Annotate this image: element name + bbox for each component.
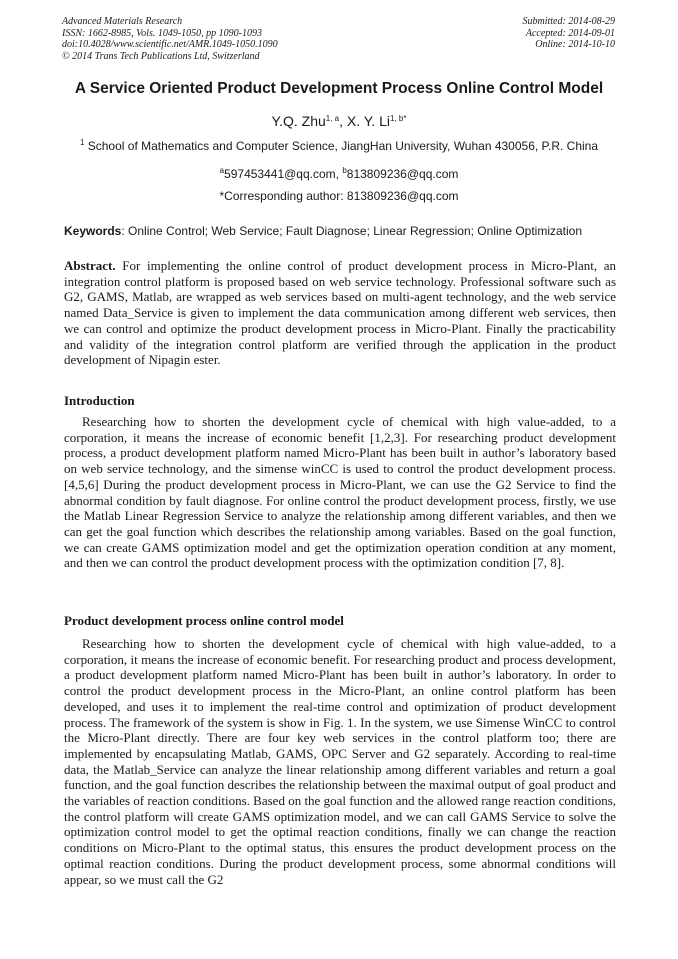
- author-separator: ,: [339, 113, 347, 129]
- journal-issn: ISSN: 1662-8985, Vols. 1049-1050, pp 1090-1093: [62, 27, 262, 39]
- author-2-name: X. Y. Li: [346, 113, 390, 129]
- introduction-paragraph: Researching how to shorten the development cycle of chemical with high value-added, to a corporation, it means the increase of economic benefit [1,2,3]. For researching product development process, a product development platform named Micro-Plant has been built in author’s laboratory based on web service technology, and the simense winCC is used to control the product development process.[4,5,6] During the product development process in Micro-Plant, we can use the G2 Service to find the abnormal condition by fault diagnose. For online control the product development process, firstly, we use the Matlab Linear Regression Service to analyze the relationship among different variables, and then we can get the goal function which describes the relationship among variables. Based on the goal function, we can create GAMS optimization model and get the optimization operation condition at any moment, and then we can control the product development process with the optimization condition [7, 8].: [64, 414, 616, 571]
- accepted-date: Accepted: 2014-09-01: [525, 27, 615, 39]
- keywords-label: Keywords: [64, 224, 122, 238]
- affiliation-text: School of Mathematics and Computer Science, JiangHan University, Wuhan 430056, P.R. China: [87, 139, 599, 153]
- control-model-heading: Product development process online control model: [64, 613, 344, 628]
- journal-copyright: © 2014 Trans Tech Publications Ltd, Switzerland: [62, 50, 260, 62]
- email-a-superscript: a: [219, 166, 225, 175]
- abstract-text: For implementing the online control of product development process in Micro-Plant, an integration control platform is proposed based on web service technology. Professional software such as G2, GAMS, Matlab, are wrapped as web services based on multi-agent technology, and the web service named Data_Service is given to implement the data communication among different web services, then we can control and optimize the product development process in Micro-Plant. Finally the practicability and validity of the integration control platform are verified through the application in the product development of Nipagin ester.: [64, 258, 616, 368]
- author-2-superscript: 1, b*: [389, 114, 407, 123]
- journal-doi: doi:10.4028/www.scientific.net/AMR.1049-1050.1090: [62, 39, 278, 50]
- journal-name: Advanced Materials Research: [62, 16, 183, 27]
- keywords-text: : Online Control; Web Service; Fault Diagnose; Linear Regression; Online Optimization: [121, 224, 583, 238]
- journal-info: [62, 16, 278, 62]
- abstract-label: Abstract.: [64, 258, 116, 273]
- corresponding-author: *Corresponding author: 813809236@qq.com: [219, 189, 459, 203]
- keywords: [64, 224, 616, 238]
- abstract: [64, 258, 616, 368]
- affiliation: [0, 139, 678, 153]
- author-1-name: Y.Q. Zhu: [271, 113, 326, 129]
- online-date: Online: 2014-10-10: [535, 39, 615, 50]
- introduction-heading: Introduction: [64, 393, 135, 408]
- author-1-superscript: 1, a: [325, 114, 340, 123]
- author-line: [0, 113, 678, 129]
- email-a: 597453441@qq.com,: [224, 167, 343, 181]
- submitted-date: Submitted: 2014-08-29: [522, 16, 615, 27]
- submission-dates: [523, 16, 616, 51]
- author-emails: [0, 167, 678, 181]
- paper-title: A Service Oriented Product Development Process Online Control Model: [74, 80, 604, 97]
- email-b-superscript: b: [342, 166, 347, 175]
- control-model-paragraph: Researching how to shorten the development cycle of chemical with high value-added, to a corporation, it means the increase of economic benefit. For researching product and process development, a product development platform named Micro-Plant has been built in author’s laboratory. In order to control the product development process in the Micro-Plant, an online control platform has been developed, and uses it to implement the real-time control and optimization of product development process. The framework of the system is show in Fig. 1. In the system, we use Simense WinCC to control the Micro-Plant directly. There are four key web services in the control platform too; there are implemented by encapsulating Matlab, GAMS, OPC Server and G2 separately. According to real-time data, the Matlab_Service can analyze the linear relationship among different variables and return a goal function, and the goal function describes the relationship between the maximal output of goal product and the variables of reaction conditions. Based on the goal function and the allowed range reaction conditions, the control platform will create GAMS optimization model, and we can call GAMS Service to solve the optimization control model to get the optimal reaction conditions, finally we can change the reaction conditions on Micro-Plant to the optimal status, this ensures the product development process on the optimal reaction conditions. During the product development process, some abnormal conditions will appear, so we must call the G2: [64, 636, 616, 887]
- affiliation-superscript: 1: [79, 138, 85, 147]
- email-b: 813809236@qq.com: [346, 167, 459, 181]
